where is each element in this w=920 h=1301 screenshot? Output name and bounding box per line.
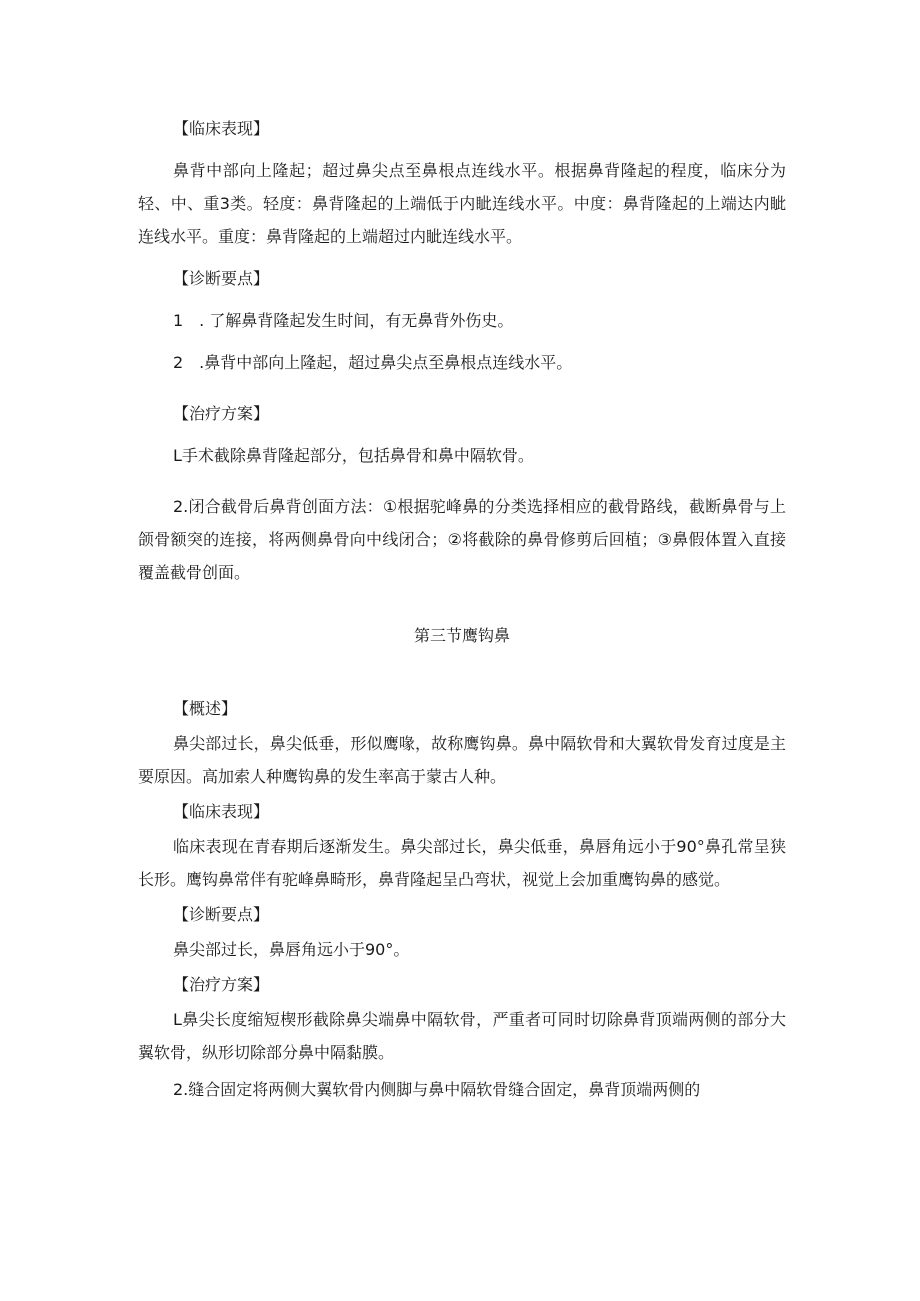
diagnosis-heading-2: 【诊断要点】 bbox=[173, 905, 270, 924]
clinical-heading-2: 【临床表现】 bbox=[173, 802, 270, 821]
treatment-heading: 【治疗方案】 bbox=[173, 404, 270, 423]
section-title: 第三节鹰钩鼻 bbox=[413, 626, 510, 645]
clinical-heading: 【临床表现】 bbox=[173, 119, 270, 138]
clinical-paragraph: 鼻背中部向上隆起；超过鼻尖点至鼻根点连线水平。根据鼻背隆起的程度，临床分为轻、中、重3类。轻度：鼻背隆起的上端低于内眦连线水平。中度：鼻背隆起的上端达内眦连线水平。重度：鼻背隆起的上端超过内眦连线水平。 bbox=[138, 161, 786, 246]
treatment-item-1-2: L鼻尖长度缩短楔形截除鼻尖端鼻中隔软骨，严重者可同时切除鼻背顶端两侧的部分大翼软骨，纵形切除部分鼻中隔黏膜。 bbox=[138, 1010, 786, 1062]
treatment-item-2: 2.闭合截骨后鼻背创面方法：①根据驼峰鼻的分类选择相应的截骨路线，截断鼻骨与上颌骨额突的连接，将两侧鼻骨向中线闭合；②将截除的鼻骨修剪后回植；③鼻假体置入直接覆盖截骨创面。 bbox=[138, 497, 786, 582]
overview-heading: 【概述】 bbox=[173, 699, 238, 718]
diagnosis-item-2: 2 .鼻背中部向上隆起，超过鼻尖点至鼻根点连线水平。 bbox=[173, 353, 573, 372]
overview-paragraph: 鼻尖部过长，鼻尖低垂，形似鹰喙，故称鹰钩鼻。鼻中隔软骨和大翼软骨发育过度是主要原因。高加索人种鹰钩鼻的发生率高于蒙古人种。 bbox=[138, 734, 786, 786]
clinical-paragraph-2: 临床表现在青春期后逐渐发生。鼻尖部过长，鼻尖低垂，鼻唇角远小于90°鼻孔常呈狭长形。鹰钩鼻常伴有驼峰鼻畸形，鼻背隆起呈凸弯状，视觉上会加重鹰钩鼻的感觉。 bbox=[138, 837, 786, 889]
diagnosis-item-1: 1 . 了解鼻背隆起发生时间，有无鼻背外伤史。 bbox=[173, 311, 514, 330]
diagnosis-heading: 【诊断要点】 bbox=[173, 269, 270, 288]
document-body bbox=[138, 112, 786, 1106]
treatment-item-2-2: 2.缝合固定将两侧大翼软骨内侧脚与鼻中隔软骨缝合固定，鼻背顶端两侧的 bbox=[173, 1080, 701, 1099]
treatment-heading-2: 【治疗方案】 bbox=[173, 975, 270, 994]
diagnosis-paragraph-2: 鼻尖部过长，鼻唇角远小于90°。 bbox=[173, 940, 410, 959]
treatment-item-1: L手术截除鼻背隆起部分，包括鼻骨和鼻中隔软骨。 bbox=[173, 446, 534, 465]
